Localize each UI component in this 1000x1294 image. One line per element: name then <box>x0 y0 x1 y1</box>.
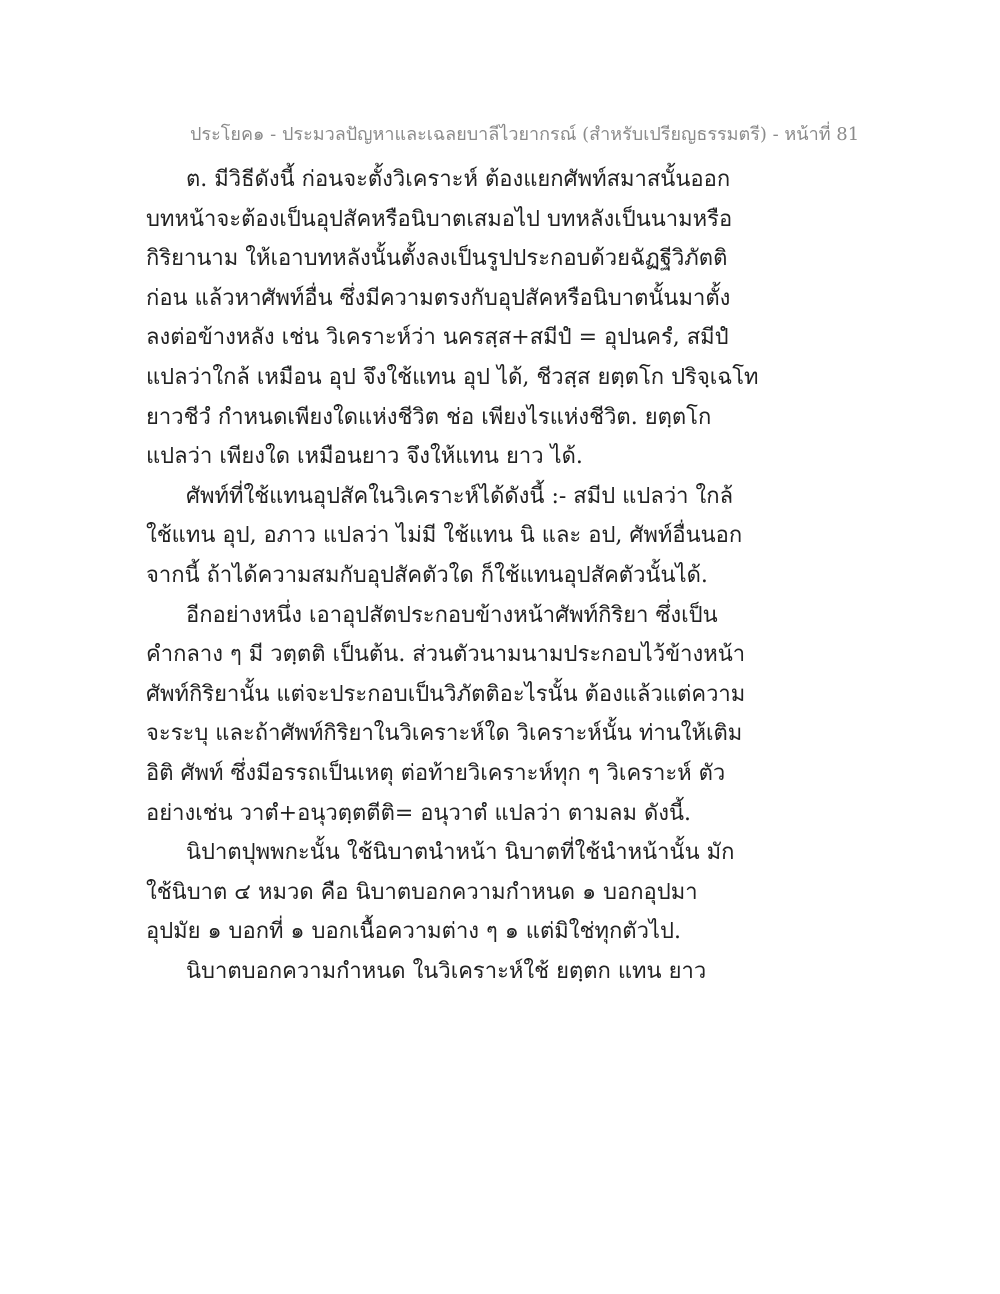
text-line: กิริยานาม ให้เอาบทหลังนั้นตั้งลงเป็นรูปประกอบด้วยฉัฏฐีวิภัตติ <box>146 246 728 272</box>
text-line: นิบาตบอกความกำหนด ในวิเคราะห์ใช้ ยตฺตก แทน ยาว <box>186 958 707 984</box>
body-text <box>146 160 759 991</box>
text-line: จะระบุ และถ้าศัพท์กิริยาในวิเคราะห์ใด วิเคราะห์นั้น ท่านให้เติม <box>146 721 743 747</box>
running-header: ประโยค๑ - ประมวลปัญหาและเฉลยบาลีไวยากรณ์ (สำหรับเปรียญธรรมตรี) - หน้าที่ 81 <box>190 124 860 145</box>
paragraph-3 <box>146 596 746 834</box>
text-line: แปลว่าใกล้ เหมือน อุป จึงใช้แทน อุป ได้, ชีวสฺส ยตฺตโก ปริจฺเฉโท <box>146 364 759 390</box>
text-line: คำกลาง ๆ มี วตฺตติ เป็นต้น. ส่วนตัวนามนามประกอบไว้ข้างหน้า <box>146 642 746 668</box>
text-line: อิติ ศัพท์ ซึ่งมีอรรถเป็นเหตุ ต่อท้ายวิเคราะห์ทุก ๆ วิเคราะห์ ตัว <box>146 760 726 786</box>
text-line: จากนี้ ถ้าได้ความสมกับอุปสัคตัวใด ก็ใช้แทนอุปสัคตัวนั้นได้. <box>146 562 708 588</box>
paragraph-2 <box>146 477 743 596</box>
text-line: ใช้นิบาต ๔ หมวด คือ นิบาตบอกความกำหนด ๑ บอกอุปมา <box>146 879 698 905</box>
text-line: ก่อน แล้วหาศัพท์อื่น ซึ่งมีความตรงกับอุปสัคหรือนิบาตนั้นมาตั้ง <box>146 285 731 311</box>
text-line: นิปาตปุพพกะนั้น ใช้นิบาตนำหน้า นิบาตที่ใช้นำหน้านั้น มัก <box>186 840 735 866</box>
paragraph-1 <box>146 160 759 477</box>
text-line: แปลว่า เพียงใด เหมือนยาว จึงให้แทน ยาว ได้. <box>146 444 583 470</box>
text-line: ต. มีวิธีดังนี้ ก่อนจะตั้งวิเคราะห์ ต้องแยกศัพท์สมาสนั้นออก <box>186 167 731 192</box>
text-line: อย่างเช่น วาตํ+อนุวตฺตตีติ= อนุวาตํ แปลว่า ตามลม ดังนี้. <box>146 800 692 826</box>
text-line: ศัพท์ที่ใช้แทนอุปสัคในวิเคราะห์ได้ดังนี้ :- สมีป แปลว่า ใกล้ <box>186 483 734 509</box>
text-line: ยาวชีวํ กำหนดเพียงใดแห่งชีวิต ช่อ เพียงไรแห่งชีวิต. ยตฺตโก <box>146 404 712 430</box>
text-line: ลงต่อข้างหลัง เช่น วิเคราะห์ว่า นครสฺส+สมีปํ = อุปนครํ, สมีปํ <box>146 325 729 351</box>
text-line: บทหน้าจะต้องเป็นอุปสัคหรือนิบาตเสมอไป บทหลังเป็นนามหรือ <box>146 206 733 232</box>
text-line: อีกอย่างหนึ่ง เอาอุปสัตประกอบข้างหน้าศัพท์กิริยา ซึ่งเป็น <box>186 602 718 628</box>
paragraph-5 <box>146 952 706 992</box>
text-line: ศัพท์กิริยานั้น แต่จะประกอบเป็นวิภัตติอะไรนั้น ต้องแล้วแต่ความ <box>146 681 746 707</box>
text-line: อุปมัย ๑ บอกที่ ๑ บอกเนื้อความต่าง ๆ ๑ แต่มิใช่ทุกตัวไป. <box>146 919 681 945</box>
paragraph-4 <box>146 833 735 952</box>
text-line: ใช้แทน อุป, อภาว แปลว่า ไม่มี ใช้แทน นิ และ อป, ศัพท์อื่นนอก <box>146 523 743 549</box>
